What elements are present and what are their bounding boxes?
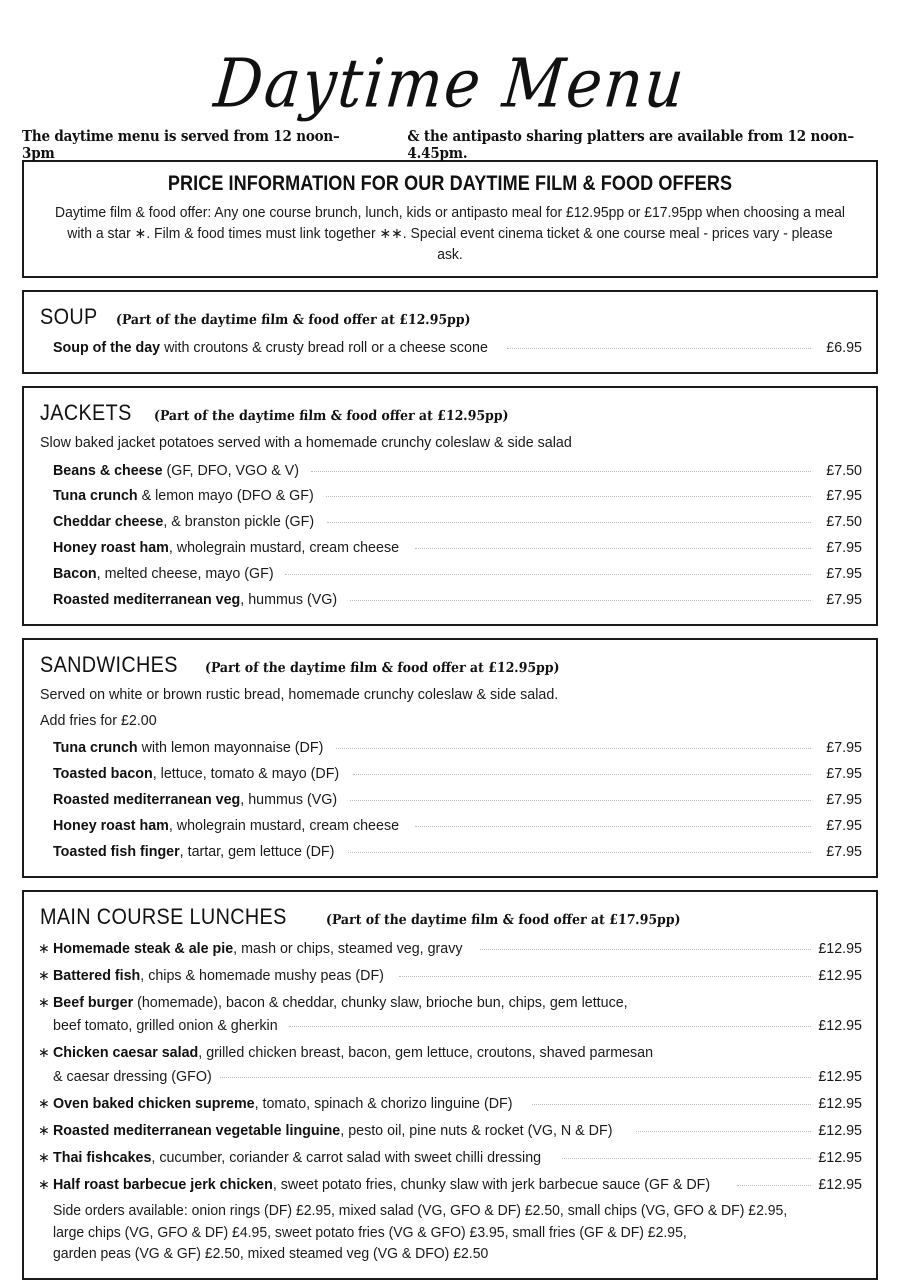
price-leader-dots (350, 800, 811, 801)
price-leader-dots (311, 471, 811, 472)
section-header (40, 304, 862, 330)
menu-item-description: Tuna crunch with lemon mayonnaise (DF) (53, 740, 324, 757)
menu-item-row (38, 562, 862, 587)
menu-item-row (38, 936, 862, 962)
menu-item-row (38, 588, 862, 613)
menu-item-price: £7.95 (826, 817, 862, 834)
menu-item-description: Half roast barbecue jerk chicken, sweet potato fries, chunky slaw with jerk barbecue sauce (GF & DF) (53, 1176, 711, 1193)
menu-item-price: £7.50 (826, 514, 862, 531)
star-offer-icon: ∗ (38, 1044, 50, 1061)
menu-item-price: £12.95 (818, 967, 862, 984)
menu-item-row (38, 762, 862, 787)
menu-item-description: Bacon, melted cheese, mayo (GF) (53, 566, 274, 583)
menu-item-row (38, 840, 862, 865)
menu-item-name: Homemade steak & ale pie (53, 940, 234, 957)
price-leader-dots (415, 826, 811, 827)
menu-item-row (38, 1172, 862, 1198)
menu-item-description: Roasted mediterranean vegetable linguine, pesto oil, pine nuts & rocket (VG, N & DF) (53, 1122, 613, 1139)
menu-item-name: Cheddar cheese (53, 514, 164, 531)
menu-item-price: £12.95 (818, 1149, 862, 1166)
star-offer-icon: ∗ (38, 1095, 50, 1112)
section-title: MAIN COURSE LUNCHES (40, 903, 287, 929)
star-offer-icon: ∗ (38, 939, 50, 956)
price-leader-dots (336, 748, 811, 749)
star-offer-icon: ∗ (38, 1175, 50, 1192)
price-leader-dots (636, 1131, 811, 1132)
price-information-line-1: Daytime film & food offer: Any one course brunch, lunch, kids or antipasto meal for £12.95pp or £17.95pp when choosing a meal (55, 205, 845, 221)
menu-item-name: Beef burger (53, 994, 134, 1011)
price-leader-dots (353, 774, 811, 775)
price-leader-dots (285, 574, 811, 575)
menu-item-description: Soup of the day with croutons & crusty bread roll or a cheese scone (53, 340, 488, 357)
menu-item-description: Beans & cheese (GF, DFO, VGO & V) (53, 462, 299, 479)
menu-item-price: £12.95 (818, 940, 862, 957)
section-description-2: Add fries for £2.00 (40, 713, 157, 730)
price-information-line-2: with a star ∗. Film & food times must link together ∗∗. Special event cinema ticket & one course meal - prices vary - please ask. (67, 226, 833, 264)
menu-item-row (38, 814, 862, 839)
menu-item-description: Oven baked chicken supreme, tomato, spinach & chorizo linguine (DF) (53, 1096, 513, 1113)
menu-item-row (38, 536, 862, 561)
section-offer-note: (Part of the daytime film & food offer at £12.95pp) (115, 312, 471, 329)
price-information-box (22, 160, 878, 278)
menu-item-name: Tuna crunch (53, 488, 138, 505)
menu-item-name: Oven baked chicken supreme (53, 1096, 255, 1113)
menu-item-row (38, 736, 862, 761)
menu-item-price: £7.95 (826, 540, 862, 557)
menu-item-name: Bacon (53, 566, 97, 583)
menu-item-description: Chicken caesar salad, grilled chicken breast, bacon, gem lettuce, croutons, shaved parmesan (53, 1045, 654, 1062)
menu-item-row (38, 1145, 862, 1171)
menu-section-sandwiches (22, 638, 878, 878)
menu-item-description: Homemade steak & ale pie, mash or chips, steamed veg, gravy (53, 940, 463, 957)
price-leader-dots (532, 1104, 811, 1105)
menu-item-name: Chicken caesar salad (53, 1045, 199, 1062)
menu-item-name: Toasted bacon (53, 766, 153, 783)
menu-sections (0, 290, 900, 1280)
menu-item-row (38, 336, 862, 361)
star-offer-icon: ∗ (38, 993, 50, 1010)
menu-item-row (38, 484, 862, 509)
section-description: Served on white or brown rustic bread, homemade crunchy coleslaw & side salad. (40, 686, 559, 703)
menu-item-description: Beef burger (homemade), bacon & cheddar, chunky slaw, brioche bun, chips, gem lettuce, (53, 994, 628, 1011)
section-title: SOUP (40, 304, 98, 330)
menu-section-jackets (22, 386, 878, 626)
menu-item-description: Cheddar cheese, & branston pickle (GF) (53, 514, 315, 531)
menu-item-name: Honey roast ham (53, 817, 169, 834)
menu-item-price: £7.95 (826, 488, 862, 505)
menu-item-name: Soup of the day (53, 340, 161, 357)
menu-item-row (38, 459, 862, 484)
side-orders-line: garden peas (VG & GF) £2.50, mixed steamed veg (VG & DFO) £2.50 (53, 1246, 489, 1263)
menu-item-description: Toasted bacon, lettuce, tomato & mayo (DF) (53, 766, 340, 783)
star-offer-icon: ∗ (38, 1148, 50, 1165)
menu-item-description: Tuna crunch & lemon mayo (DFO & GF) (53, 488, 314, 505)
menu-item-price: £12.95 (818, 1176, 862, 1193)
star-offer-icon: ∗ (38, 966, 50, 983)
price-leader-dots (350, 600, 811, 601)
menu-item-row (38, 1091, 862, 1117)
price-leader-dots (327, 522, 811, 523)
menu-item-description: Battered fish, chips & homemade mushy peas (DF) (53, 967, 384, 984)
menu-item-name: Battered fish (53, 967, 141, 984)
menu-item-description: Roasted mediterranean veg, hummus (VG) (53, 592, 338, 608)
menu-section-main-course-lunches (22, 890, 878, 1280)
menu-item-description: Thai fishcakes, cucumber, coriander & carrot salad with sweet chilli dressing (53, 1149, 542, 1166)
menu-item-name: Half roast barbecue jerk chicken (53, 1176, 273, 1193)
section-title: JACKETS (40, 400, 132, 426)
price-leader-dots (289, 1026, 811, 1027)
section-offer-note: (Part of the daytime film & food offer at £12.95pp) (204, 659, 561, 676)
menu-item-name: Toasted fish finger (53, 843, 180, 860)
section-header (40, 652, 862, 678)
menu-item-row (38, 990, 862, 1016)
menu-item-description: Roasted mediterranean veg, hummus (VG) (53, 792, 338, 809)
menu-item-description: Toasted fish finger, tartar, gem lettuce (DF) (53, 843, 335, 860)
menu-item-row (38, 788, 862, 813)
section-offer-note: (Part of the daytime film & food offer at £17.95pp) (325, 911, 681, 928)
menu-item-price: £7.95 (826, 740, 862, 757)
price-leader-dots (220, 1077, 811, 1078)
menu-item-row (38, 1118, 862, 1144)
menu-item-description: Honey roast ham, wholegrain mustard, cream cheese (53, 817, 400, 834)
section-description: Slow baked jacket potatoes served with a homemade crunchy coleslaw & side salad (40, 435, 572, 452)
menu-item-price: £12.95 (818, 1096, 862, 1113)
menu-item-description: beef tomato, grilled onion & gherkin (53, 1018, 278, 1035)
section-header (40, 400, 862, 426)
menu-item-price: £7.95 (826, 566, 862, 583)
price-leader-dots (326, 496, 811, 497)
menu-item-name: Roasted mediterranean veg (53, 792, 241, 809)
menu-item-name: Roasted mediterranean veg (53, 592, 241, 608)
price-leader-dots (415, 548, 811, 549)
section-header (40, 904, 862, 930)
menu-item-description: Honey roast ham, wholegrain mustard, cream cheese (53, 540, 400, 557)
star-offer-icon: ∗ (38, 1121, 50, 1138)
menu-item-price: £12.95 (818, 1122, 862, 1139)
price-leader-dots (737, 1185, 811, 1186)
price-leader-dots (480, 949, 811, 950)
price-leader-dots (348, 852, 811, 853)
section-title: SANDWICHES (40, 651, 178, 677)
menu-item-name: Tuna crunch (53, 740, 138, 757)
masthead (0, 0, 900, 160)
menu-item-price: £7.95 (826, 766, 862, 783)
menu-item-price: £12.95 (818, 1069, 862, 1086)
side-orders-note (53, 1201, 830, 1267)
menu-item-price: £6.95 (826, 340, 862, 357)
price-leader-dots (507, 348, 811, 349)
menu-item-name: Honey roast ham (53, 540, 169, 557)
menu-item-price: £7.95 (826, 792, 862, 809)
section-offer-note: (Part of the daytime film & food offer at £12.95pp) (153, 408, 509, 425)
menu-section-soup (22, 290, 878, 374)
page-title: Daytime Menu (210, 44, 690, 124)
menu-item-row (38, 963, 862, 989)
menu-item-name: Roasted mediterranean vegetable linguine (53, 1122, 341, 1139)
menu-item-price: £12.95 (818, 1018, 862, 1035)
menu-item-price: £7.95 (826, 592, 862, 608)
serving-times-left: The daytime menu is served from 12 noon–3pm (22, 128, 340, 162)
menu-item-row (38, 510, 862, 535)
menu-item-name: Beans & cheese (53, 462, 163, 479)
side-orders-line: large chips (VG, GFO & DF) £4.95, sweet potato fries (VG & GFO) £3.95, small fries (GF & DF) £2.95, (53, 1224, 687, 1241)
menu-item-row (38, 1067, 862, 1090)
price-information-heading: PRICE INFORMATION FOR OUR DAYTIME FILM & FOOD OFFERS (167, 172, 733, 195)
menu-item-price: £7.50 (826, 462, 862, 479)
menu-item-row (38, 1016, 862, 1039)
menu-item-price: £7.95 (826, 843, 862, 860)
serving-times (22, 128, 878, 162)
menu-item-row (38, 1040, 862, 1066)
side-orders-line: Side orders available: onion rings (DF) £2.95, mixed salad (VG, GFO & DF) £2.50, small chips (VG, GFO & DF) £2.95, (53, 1202, 788, 1219)
price-leader-dots (399, 976, 811, 977)
menu-item-description: & caesar dressing (GFO) (53, 1069, 212, 1086)
price-leader-dots (562, 1158, 811, 1159)
serving-times-right: & the antipasto sharing platters are available from 12 noon–4.45pm. (407, 128, 854, 162)
menu-item-name: Thai fishcakes (53, 1149, 152, 1166)
